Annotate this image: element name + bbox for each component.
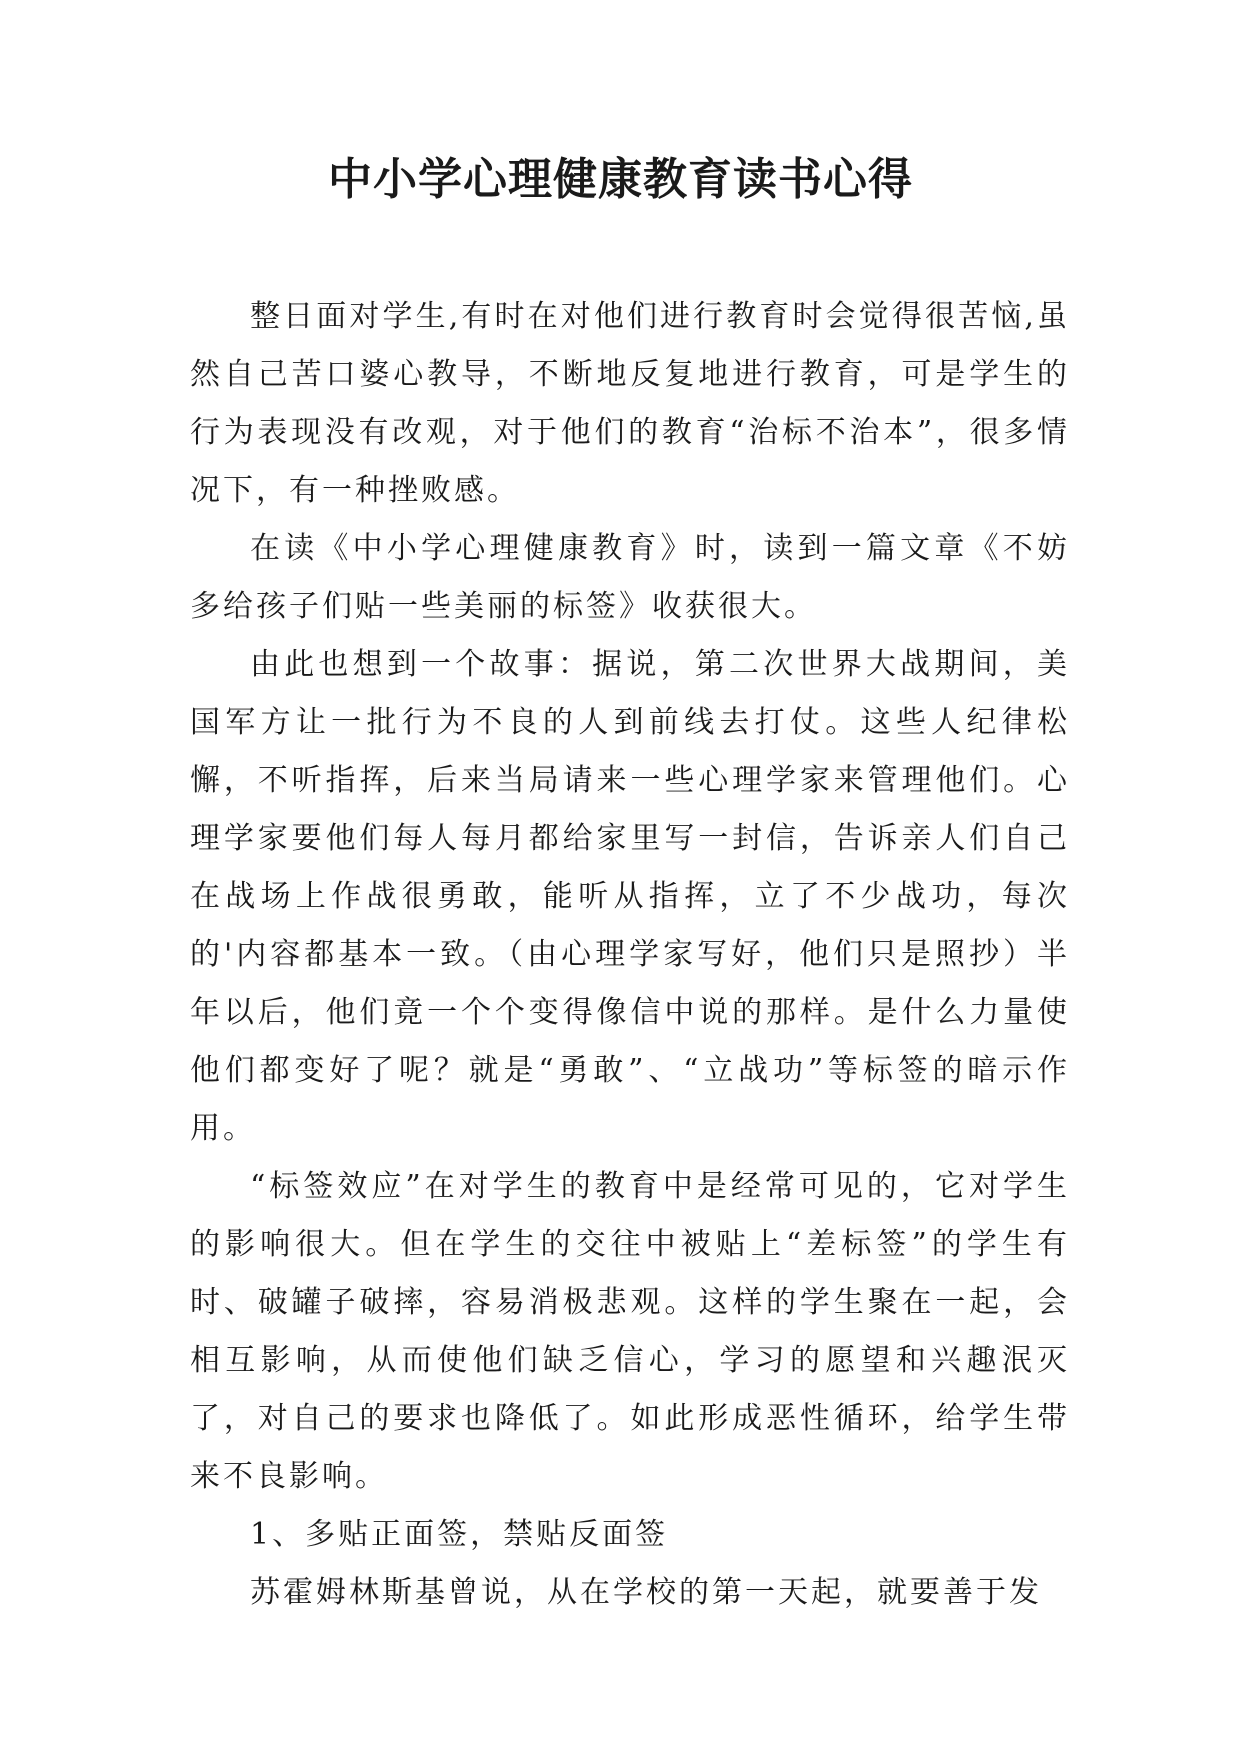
- section-heading: 1、多贴正面签，禁贴反面签: [250, 1517, 669, 1552]
- paragraph: 苏霍姆林斯基曾说，从在学校的第一天起，就要善于发: [250, 1575, 1042, 1610]
- paragraph: 在读《中小学心理健康教育》时，读到一篇文章《不妨多给孩子们贴一些美丽的标签》收获很大。: [190, 531, 1070, 624]
- document-title: 中小学心理健康教育读书心得: [328, 154, 913, 205]
- paragraph: 整日面对学生,有时在对他们进行教育时会觉得很苦恼,虽然自己苦口婆心教导，不断地反复地进行教育，可是学生的行为表现没有改观，对于他们的教育“治标不治本”，很多情况下，有一种挫败感。: [190, 299, 1070, 508]
- paragraph: “标签效应”在对学生的教育中是经常可见的，它对学生的影响很大。但在学生的交往中被贴上“差标签”的学生有时、破罐子破摔，容易消极悲观。这样的学生聚在一起，会相互影响，从而使他们缺乏信心，学习的愿望和兴趣泯灭了，对自己的要求也降低了。如此形成恶性循环，给学生带来不良影响。: [190, 1169, 1070, 1494]
- paragraph: 由此也想到一个故事：据说，第二次世界大战期间，美国军方让一批行为不良的人到前线去打仗。这些人纪律松懈，不听指挥，后来当局请来一些心理学家来管理他们。心理学家要他们每人每月都给家里写一封信，告诉亲人们自己在战场上作战很勇敢，能听从指挥，立了不少战功，每次的'内容都基本一致。（由心理学家写好，他们只是照抄）半年以后，他们竟一个个变得像信中说的那样。是什么力量使他们都变好了呢？就是“勇敢”、“立战功”等标签的暗示作用。: [190, 647, 1070, 1146]
- document-body: [190, 288, 1070, 1622]
